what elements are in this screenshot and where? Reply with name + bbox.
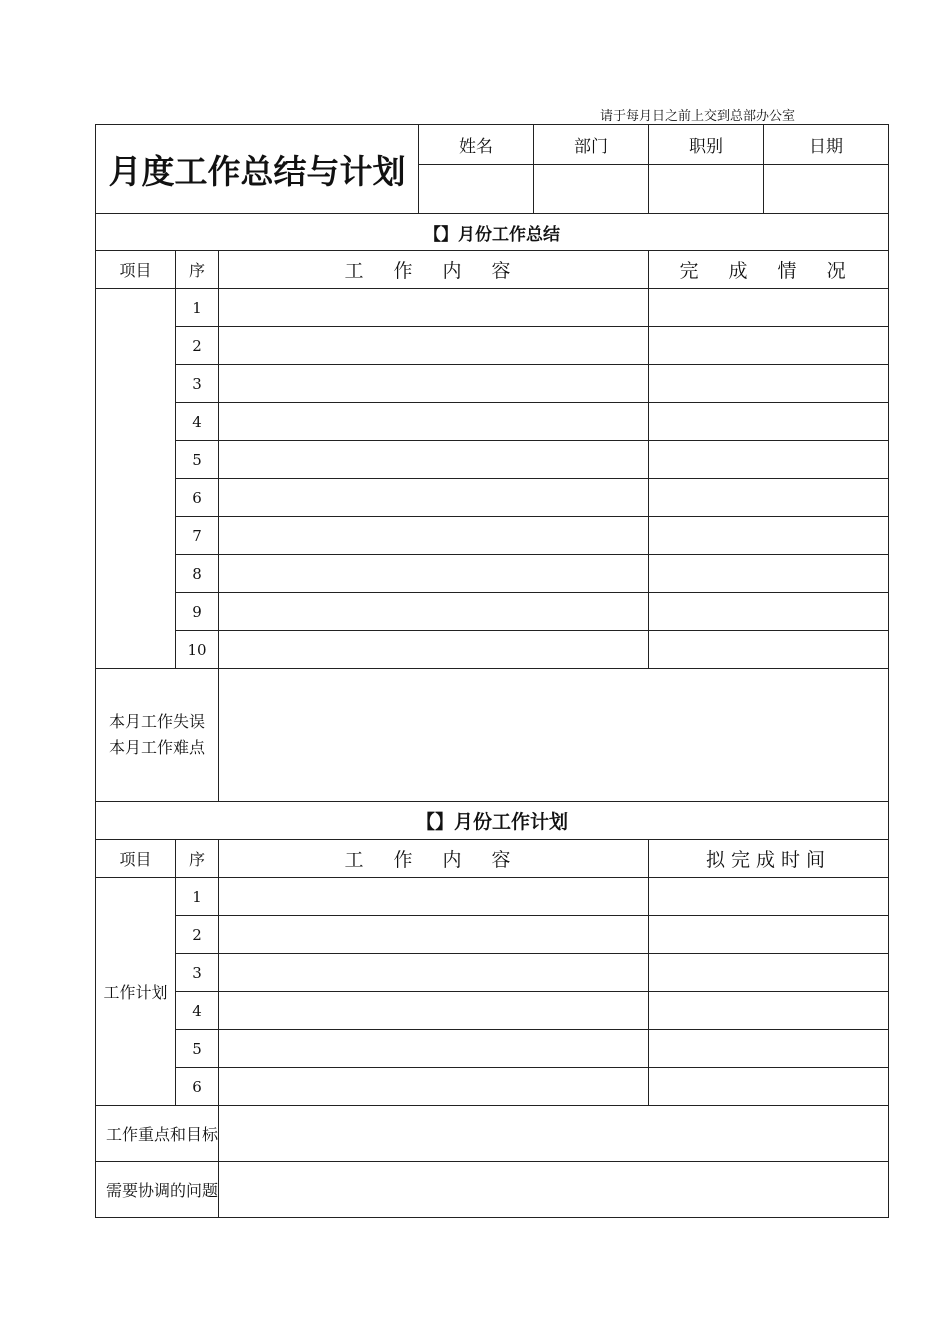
plan-seq-header: 序 xyxy=(176,840,219,878)
plan-row-number: 4 xyxy=(176,992,219,1030)
issues-field[interactable] xyxy=(219,669,889,802)
issues-label xyxy=(96,669,219,802)
plan-item-header: 项目 xyxy=(96,840,176,878)
summary-status-cell[interactable] xyxy=(649,517,889,555)
summary-item-header: 项目 xyxy=(96,251,176,289)
summary-status-header: 完 成 情 况 xyxy=(649,251,889,289)
summary-status-cell[interactable] xyxy=(649,479,889,517)
summary-status-cell[interactable] xyxy=(649,327,889,365)
summary-content-cell[interactable] xyxy=(219,593,649,631)
date-field[interactable] xyxy=(764,165,889,214)
name-header: 姓名 xyxy=(419,125,534,165)
summary-row-number: 1 xyxy=(176,289,219,327)
issues-label-line2: 本月工作难点 xyxy=(108,738,205,757)
summary-content-cell[interactable] xyxy=(219,441,649,479)
summary-content-cell[interactable] xyxy=(219,555,649,593)
summary-row-number: 7 xyxy=(176,517,219,555)
position-field[interactable] xyxy=(649,165,764,214)
focus-label: 工作重点和目标 xyxy=(96,1106,219,1162)
summary-status-cell[interactable] xyxy=(649,555,889,593)
department-field[interactable] xyxy=(534,165,649,214)
department-header: 部门 xyxy=(534,125,649,165)
summary-row-number: 9 xyxy=(176,593,219,631)
summary-status-cell[interactable] xyxy=(649,593,889,631)
plan-content-header: 工 作 内 容 xyxy=(219,840,649,878)
summary-content-cell[interactable] xyxy=(219,631,649,669)
summary-status-cell[interactable] xyxy=(649,631,889,669)
plan-time-header: 拟完成时间 xyxy=(649,840,889,878)
plan-group-label: 工作计划 xyxy=(96,878,176,1106)
issues-label-line1: 本月工作失误 xyxy=(108,712,205,731)
coordination-field[interactable] xyxy=(219,1162,889,1218)
plan-time-cell[interactable] xyxy=(649,916,889,954)
plan-content-cell[interactable] xyxy=(219,992,649,1030)
summary-section-title: 【】月份工作总结 xyxy=(96,214,889,251)
coordination-label: 需要协调的问题 xyxy=(96,1162,219,1218)
summary-status-cell[interactable] xyxy=(649,365,889,403)
plan-row-number: 5 xyxy=(176,1030,219,1068)
summary-row-number: 4 xyxy=(176,403,219,441)
summary-content-header: 工 作 内 容 xyxy=(219,251,649,289)
summary-row-number: 3 xyxy=(176,365,219,403)
plan-time-cell[interactable] xyxy=(649,992,889,1030)
name-field[interactable] xyxy=(419,165,534,214)
monthly-report-form xyxy=(95,124,889,1218)
plan-content-cell[interactable] xyxy=(219,1030,649,1068)
summary-row-number: 6 xyxy=(176,479,219,517)
summary-status-cell[interactable] xyxy=(649,289,889,327)
plan-section-title: 【】月份工作计划 xyxy=(96,802,889,840)
plan-time-cell[interactable] xyxy=(649,954,889,992)
plan-row-number: 6 xyxy=(176,1068,219,1106)
plan-time-cell[interactable] xyxy=(649,878,889,916)
summary-seq-header: 序 xyxy=(176,251,219,289)
summary-content-cell[interactable] xyxy=(219,403,649,441)
summary-content-cell[interactable] xyxy=(219,365,649,403)
plan-time-cell[interactable] xyxy=(649,1030,889,1068)
summary-content-cell[interactable] xyxy=(219,327,649,365)
summary-row-number: 8 xyxy=(176,555,219,593)
summary-status-cell[interactable] xyxy=(649,403,889,441)
summary-row-number: 10 xyxy=(176,631,219,669)
plan-row-number: 3 xyxy=(176,954,219,992)
summary-status-cell[interactable] xyxy=(649,441,889,479)
plan-time-cell[interactable] xyxy=(649,1068,889,1106)
plan-content-cell[interactable] xyxy=(219,878,649,916)
summary-item-cell[interactable] xyxy=(96,289,176,669)
summary-content-cell[interactable] xyxy=(219,479,649,517)
plan-row-number: 1 xyxy=(176,878,219,916)
summary-row-number: 5 xyxy=(176,441,219,479)
submission-note: 请于每月日之前上交到总部办公室 xyxy=(600,109,796,124)
plan-content-cell[interactable] xyxy=(219,954,649,992)
summary-content-cell[interactable] xyxy=(219,517,649,555)
position-header: 职别 xyxy=(649,125,764,165)
summary-content-cell[interactable] xyxy=(219,289,649,327)
focus-field[interactable] xyxy=(219,1106,889,1162)
plan-content-cell[interactable] xyxy=(219,1068,649,1106)
form-title: 月度工作总结与计划 xyxy=(96,125,419,214)
plan-row-number: 2 xyxy=(176,916,219,954)
summary-row-number: 2 xyxy=(176,327,219,365)
date-header: 日期 xyxy=(764,125,889,165)
plan-content-cell[interactable] xyxy=(219,916,649,954)
